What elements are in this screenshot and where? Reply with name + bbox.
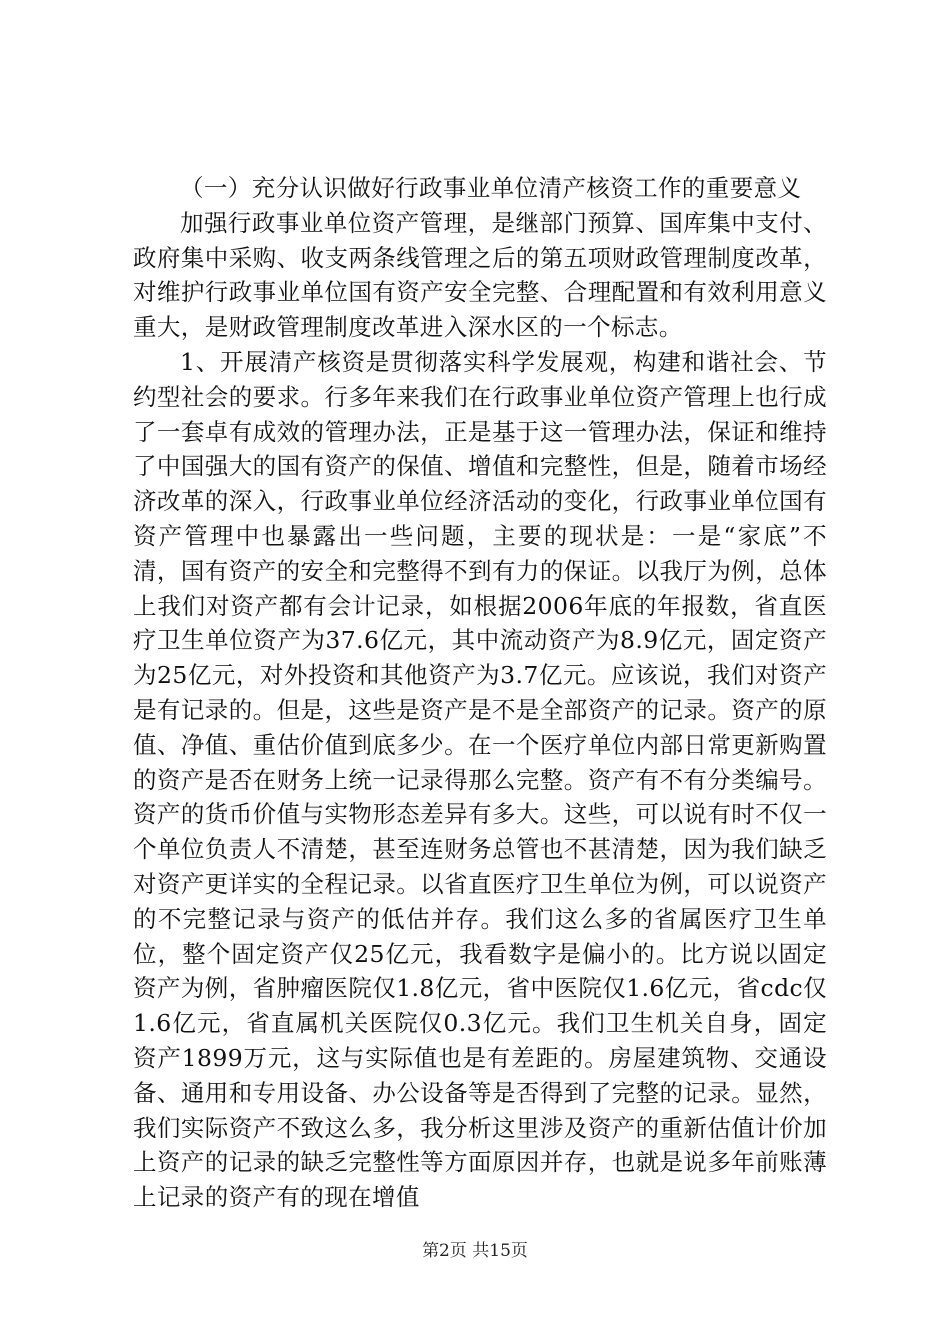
paragraph-point-1: 1、开展清产核资是贯彻落实科学发展观，构建和谐社会、节约型社会的要求。行多年来我们在行政事业单位资产管理上也行成了一套卓有成效的管理办法，正是基于这一管理办法，保证和维持了中国强大的国有资产的保值、增值和完整性，但是，随着市场经济改革的深入，行政事业单位经济活动的变化，行政事业单位国有资产管理中也暴露出一些问题，主要的现状是：一是“家底”不清，国有资产的安全和完整得不到有力的保证。以我厅为例，总体上我们对资产都有会计记录，如根据2006年底的年报数，省直医疗卫生单位资产为37.6亿元，其中流动资产为8.9亿元，固定资产为25亿元，对外投资和其他资产为3.7亿元。应该说，我们对资产是有记录的。但是，这些是资产是不是全部资产的记录。资产的原值、净值、重估价值到底多少。在一个医疗单位内部日常更新购置的资产是否在财务上统一记录得那么完整。资产有不有分类编号。资产的货币价值与实物形态差异有多大。这些，可以说有时不仅一个单位负责人不清楚，甚至连财务总管也不甚清楚，因为我们缺乏对资产更详实的全程记录。以省直医疗卫生单位为例，可以说资产的不完整记录与资产的低估并存。我们这么多的省属医疗卫生单位，整个固定资产仅25亿元，我看数字是偏小的。比方说以固定资产为例，省肿瘤医院仅1.8亿元，省中医院仅1.6亿元，省cdc仅1.6亿元，省直属机关医院仅0.3亿元。我们卫生机关自身，固定资产1899万元，这与实际值也是有差距的。房屋建筑物、交通设备、通用和专用设备、办公设备等是否得到了完整的记录。显然，我们实际资产不致这么多，我分析这里涉及资产的重新估值计价加上资产的记录的缺乏完整性等方面原因并存，也就是说多年前账薄上记录的资产有的现在增值 xyxy=(133,347,827,1212)
page-footer: 第2页 共15页 xyxy=(422,1241,528,1261)
paragraph-intro: 加强行政事业单位资产管理，是继部门预算、国库集中支付、政府集中采购、收支两条线管理之后的第五项财政管理制度改革，对维护行政事业单位国有资产安全完整、合理配置和有效利用意义重大，是财政管理制度改革进入深水区的一个标志。 xyxy=(133,208,827,342)
document-body xyxy=(133,171,827,1215)
section-heading: （一）充分认识做好行政事业单位清产核资工作的重要意义 xyxy=(180,174,802,202)
